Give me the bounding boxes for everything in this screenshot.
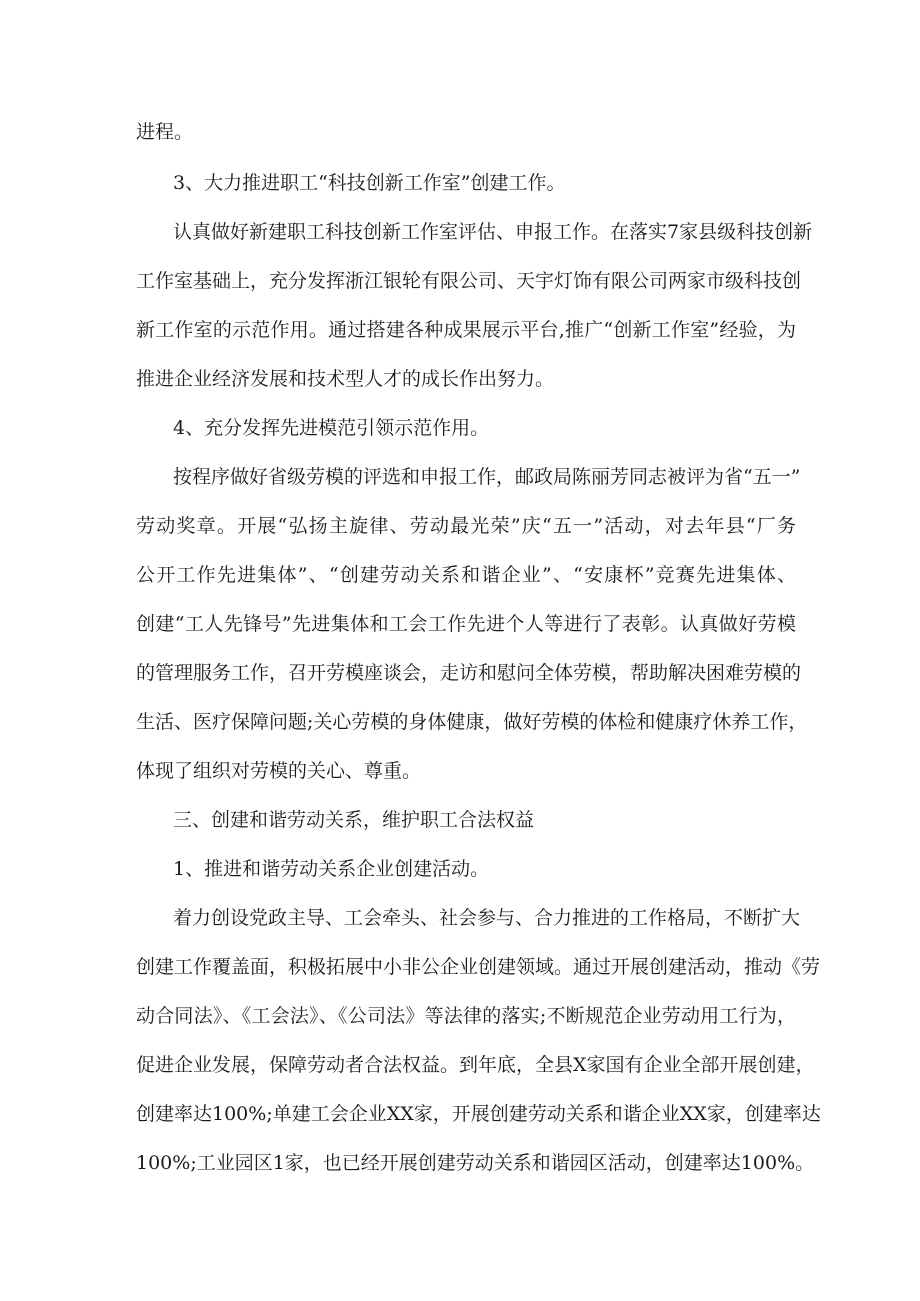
text-line: 100%;工业园区1家，也已经开展创建劳动关系和谐园区活动，创建率达100%。	[136, 1152, 815, 1174]
section-heading-3: 三、创建和谐劳动关系，维护职工合法权益	[173, 809, 535, 831]
text-line: 公开工作先进集体”、“创建劳动关系和谐企业”、“安康杯”竞赛先进集体、	[136, 564, 796, 586]
subheading-4: 4、充分发挥先进模范引领示范作用。	[173, 417, 490, 439]
text-line: 的管理服务工作，召开劳模座谈会，走访和慰问全体劳模，帮助解决困难劳模的	[136, 662, 802, 684]
text-line: 创建率达100%;单建工会企业XX家，开展创建劳动关系和谐企业XX家，创建率达	[136, 1103, 821, 1125]
text-line: 体现了组织对劳模的关心、尊重。	[136, 760, 422, 782]
subheading-1: 1、推进和谐劳动关系企业创建活动。	[173, 858, 490, 880]
text-line: 按程序做好省级劳模的评选和申报工作，邮政局陈丽芳同志被评为省“五一”	[173, 466, 801, 488]
text-line: 新工作室的示范作用。通过搭建各种成果展示平台,推广“创新工作室”经验，为	[136, 319, 796, 341]
text-line: 劳动奖章。开展“弘扬主旋律、劳动最光荣”庆“五一”活动，对去年县“厂务	[136, 515, 796, 537]
text-line: 生活、医疗保障问题;关心劳模的身体健康，做好劳模的体检和健康疗休养工作，	[136, 711, 808, 733]
text-line: 认真做好新建职工科技创新工作室评估、申报工作。在落实7家县级科技创新	[173, 221, 813, 243]
text-line: 动合同法》、《工会法》、《公司法》等法律的落实;不断规范企业劳动用工行为，	[136, 1005, 796, 1027]
text-line: 进程。	[136, 121, 194, 143]
subheading-3: 3、大力推进职工“科技创新工作室”创建工作。	[173, 172, 566, 194]
text-line: 创建工作覆盖面，积极拓展中小非公企业创建领域。通过开展创建活动，推动《劳	[136, 956, 821, 978]
text-line: 着力创设党政主导、工会牵头、社会参与、合力推进的工作格局，不断扩大	[173, 907, 801, 929]
text-line: 促进企业发展，保障劳动者合法权益。到年底，全县X家国有企业全部开展创建，	[136, 1054, 815, 1076]
text-line: 推进企业经济发展和技术型人才的成长作出努力。	[136, 368, 555, 390]
text-line: 工作室基础上，充分发挥浙江银轮有限公司、天宇灯饰有限公司两家市级科技创	[136, 270, 802, 292]
text-line: 创建“工人先锋号”先进集体和工会工作先进个人等进行了表彰。认真做好劳模	[136, 613, 796, 635]
